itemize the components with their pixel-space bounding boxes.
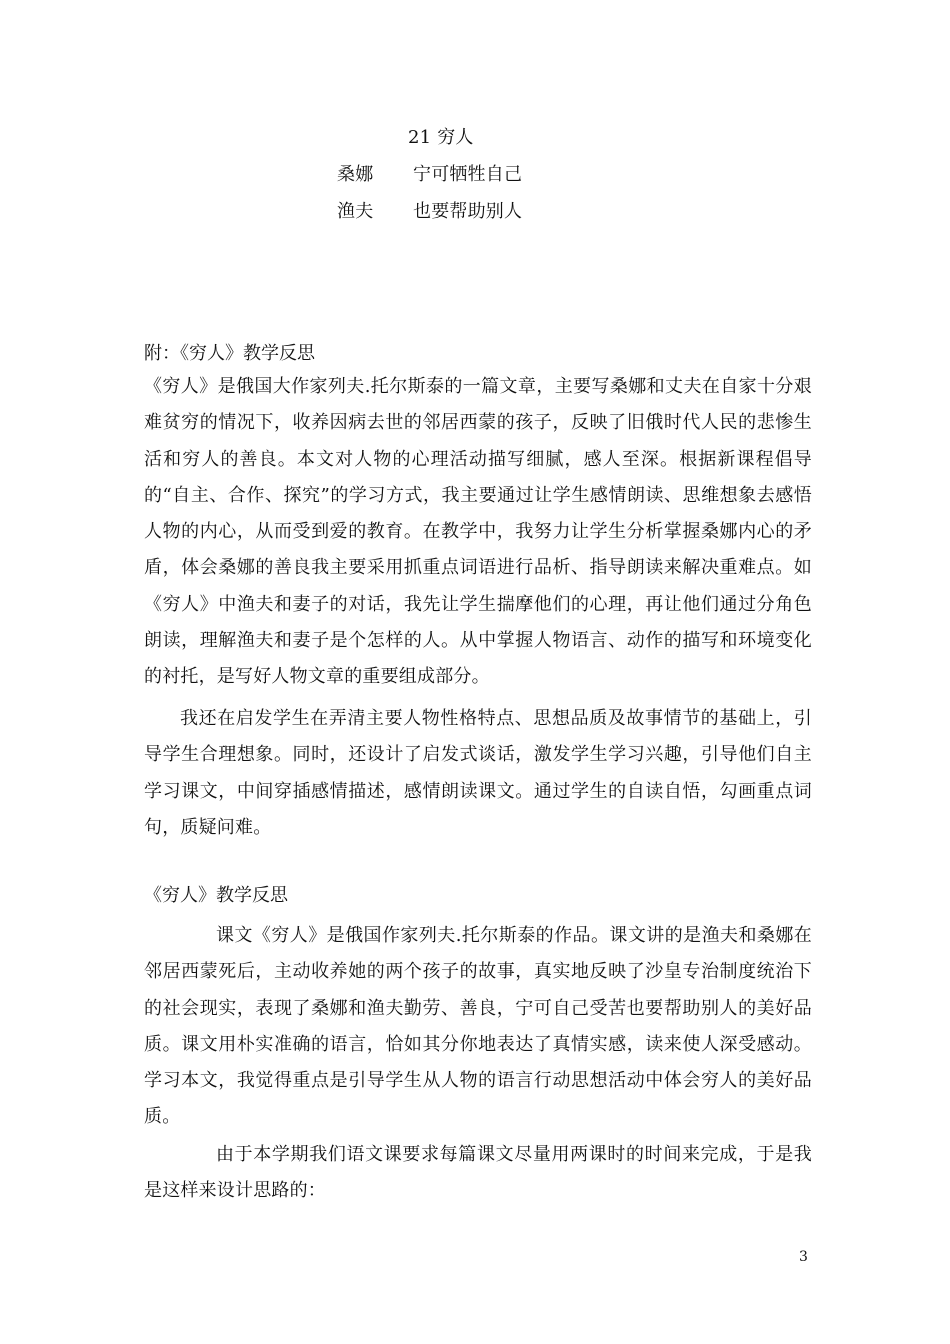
board-row1-text: 宁可牺牲自己 [413,164,523,185]
board-row2-name: 渔夫 [337,201,374,222]
reflection1-paragraph1: 《穷人》是俄国大作家列夫.托尔斯泰的一篇文章，主要写桑娜和丈夫在自家十分艰难贫穷的情况下，收养因病去世的邻居西蒙的孩子，反映了旧俄时代人民的悲惨生活和穷人的善良。本文对人物的心理活动描写细腻，感人至深。根据新课程倡导的“自主、合作、探究”的学习方式，我主要通过让学生感情朗读、思维想象去感悟人物的内心，从而受到爱的教育。在教学中，我努力让学生分析掌握桑娜内心的矛盾，体会桑娜的善良我主要采用抓重点词语进行品析、指导朗读来解决重难点。如《穷人》中渔夫和妻子的对话，我先让学生揣摩他们的心理，再让他们通过分角色朗读，理解渔夫和妻子是个怎样的人。从中掌握人物语言、动作的描写和环境变化的衬托，是写好人物文章的重要组成部分。 [144,376,812,688]
reflection2-paragraph2: 由于本学期我们语文课要求每篇课文尽量用两课时的时间来完成，于是我是这样来设计思路的： [144,1144,812,1202]
reflection2-heading: 《穷人》教学反思 [144,885,288,906]
reflection2-paragraph1: 课文《穷人》是俄国作家列夫.托尔斯泰的作品。课文讲的是渔夫和桑娜在邻居西蒙死后，主动收养她的两个孩子的故事，真实地反映了沙皇专治制度统治下的社会现实，表现了桑娜和渔夫勤劳、善良，宁可自己受苦也要帮助别人的美好品质。课文用朴实准确的语言，恰如其分你地表达了真情实感，读来使人深受感动。学习本文，我觉得重点是引导学生从人物的语言行动思想活动中体会穷人的美好品质。 [144,925,812,1128]
board-row2-text: 也要帮助别人 [413,201,523,222]
board-row1-name: 桑娜 [337,164,374,185]
lesson-title: 21 穷人 [408,127,474,148]
page-number: 3 [799,1249,808,1265]
reflection1-heading: 附：《穷人》教学反思 [144,343,315,364]
reflection1-paragraph2: 我还在启发学生在弄清主要人物性格特点、思想品质及故事情节的基础上，引导学生合理想象。同时，还设计了启发式谈话，激发学生学习兴趣，引导他们自主学习课文，中间穿插感情描述，感情朗读课文。通过学生的自读自悟，勾画重点词句，质疑问难。 [144,708,812,838]
